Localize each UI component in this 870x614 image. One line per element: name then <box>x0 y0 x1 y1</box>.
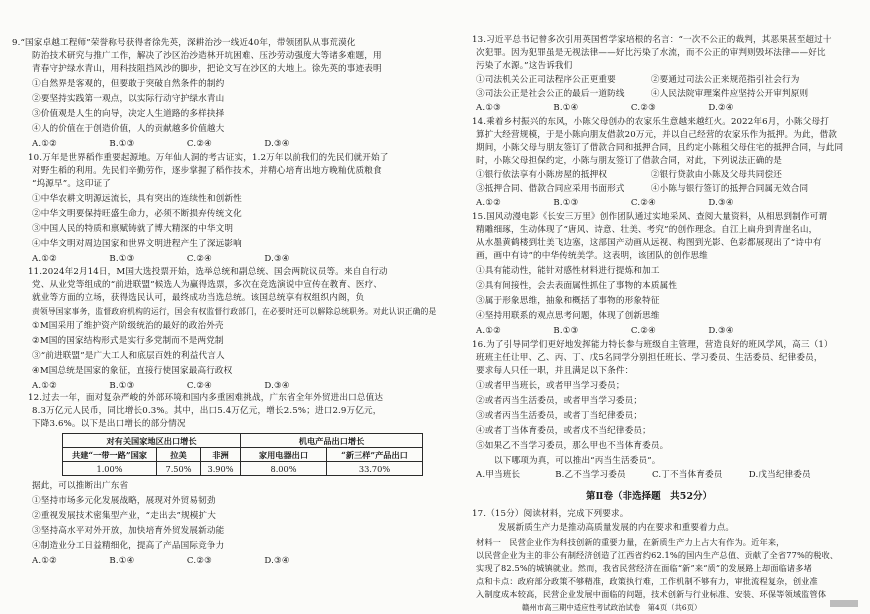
material-one-text: 材料一 民营企业作为科技创新的重要力量，在新质生产力上占大有作为。近年来， <box>476 537 785 547</box>
question-16-stem: 16.为了引导同学们更好地发挥能力特长参与班级自主管理，营造良好的班风学风，高三（1） <box>472 340 833 350</box>
question-15-stem: 画，画中有诗”的中华传统美学。这表明，该团队的创作思维 <box>476 251 708 261</box>
question-9-option: ②要坚持实践第一观点，以实际行动守护绿水青山 <box>32 94 225 104</box>
question-10-stem: “坞源早”。这印证了 <box>32 179 112 189</box>
question-13-option: ③司法公正是社会公正的最后一道防线 ④人民法院审理案件应坚持公开审判原则 <box>476 89 809 99</box>
question-16-prompt: 以下哪项为真，可以推出“丙当生活委员”。 <box>494 456 661 466</box>
right-column <box>440 0 870 614</box>
question-12-option: ③坚持高水平对外开放，加快培育外贸发展新动能 <box>32 526 225 536</box>
question-9-option: ④人的价值在于创造价值，人的贡献越多价值越大 <box>32 124 225 134</box>
material-one-text: 入制度成本较高，民营企业发展中面临的问题，技术创新与行业标准、安装、环保等领域监管体 <box>476 589 827 599</box>
question-9-stem: 青春守护绿水青山，用科技阻挡风沙的脚步，把论文写在沙区的大地上。徐先英的事迹表明 <box>32 64 382 74</box>
question-9-option: ③价值观是人生的向导，决定人生道路的多样抉择 <box>32 109 225 119</box>
question-16-stem: 班班主任让甲、乙、丙、丁、戊5名同学分别担任班长、学习委员、生活委员、纪律委员， <box>476 353 823 363</box>
question-13-stem: 13.习近平总书记曾多次引用英国哲学家培根的名言：“一次不公正的裁判，其恶果甚至超过十 <box>472 35 832 45</box>
question-14-stem: 算扩大经营规模，于是小陈向朋友借款20万元，并以自己经营的农家乐作为抵押。为此，借款 <box>476 130 837 140</box>
question-15-stem: 从水墨黄鹤楼到壮美飞边塞，这部国产动画从远视、构图到光影、色彩都展现出了“诗中有 <box>476 238 822 248</box>
question-12-option: ②重视发展技术密集型产业，“走出去”规模扩大 <box>32 511 216 521</box>
material-one-text: 实现了82.5%的城镇就业。然而，我省民营经济在面临“新”来“质”的发展路上却面临诸多堵 <box>476 563 812 573</box>
page-footer: 赣州市高三期中适应性考试政治试卷 第4页（共6页） <box>522 603 702 612</box>
export-growth-table <box>62 433 423 476</box>
question-14-option: ③抵押合同、借款合同应采用书面形式 ④小陈与银行签订的抵押合同属无效合同 <box>476 184 809 194</box>
question-14-choices: A.①② B.①③ C.②④ D.③④ <box>476 198 734 208</box>
table-cell: 1.00% <box>63 462 157 476</box>
table-column-header: “新三样”产品出口 <box>327 448 423 462</box>
question-11-stem: 党、从业党等组成的“前进联盟”候选人为赢得选票，多次在竞选演说中宣传在教育、医疗、 <box>32 280 383 290</box>
table-column-header: 家用电器出口 <box>241 448 327 462</box>
table-cell: 3.90% <box>201 462 241 476</box>
question-15-stem: 精雕细琢，生动体现了“唐风、诗意、壮美、考究”的创作理念。自江上扁舟到青崖名山， <box>476 225 818 235</box>
question-10-choices: A.①② B.①③ C.②④ D.③④ <box>32 254 290 264</box>
question-15-option: ②具有间接性，会去表面属性抓住了事物的本质属性 <box>476 281 678 291</box>
question-11-stem: 就业等方面的立场，获得选民认可，最终成功当选总统。该国总统享有权组织内阁，负 <box>32 293 365 303</box>
page-smudge <box>830 600 858 607</box>
question-10-option: ③中国人民的特质和禀赋铸就了博大精深的中华文明 <box>32 224 234 234</box>
question-11-option: ④M国总统是国家的象征，直接行使国家最高行政权 <box>32 366 233 376</box>
question-11-option: ①M国采用了维护资产阶级统治的最好的政治外壳 <box>32 321 224 331</box>
table-cell: 7.50% <box>157 462 201 476</box>
question-10-option: ④中华文明对周边国家和世界文明进程产生了深远影响 <box>32 239 242 249</box>
question-17-stem: 17.（15分）阅读材料，完成下列要求。 <box>472 509 629 519</box>
question-16-stem: 要求每人只任一职，并且满足以下条件： <box>476 366 634 376</box>
question-12-option: ④制造业分工日益精细化，提高了产品国际竞争力 <box>32 541 225 551</box>
question-12-stem: 下降3.6%。以下是出口增长的部分情况 <box>32 419 186 429</box>
question-12-choices: A.①② B.①④ C.②③ D.③④ <box>32 556 290 566</box>
question-13-choices: A.①③ B.①④ C.②③ D.②④ <box>476 103 734 113</box>
question-14-stem: 期间，小陈父母与朋友签订了借款合同和抵押合同，且约定小陈租父母住宅的抵押合同，与此同 <box>476 143 844 153</box>
question-11-option: ③“前进联盟”是广大工人和底层百姓的利益代言人 <box>32 351 225 361</box>
section-heading: 第Ⅱ卷（非选择题 共52分） <box>586 491 713 502</box>
question-17-intro: 发展新质生产力是推动高质量发展的内在要求和重要着力点。 <box>498 523 735 533</box>
material-one-text: 以民营企业为主的非公有制经济创造了江西省约62.1%的国内生产总值、贡献了全省77%的税收、 <box>476 550 839 560</box>
question-9-option: ①自然界是客观的，但要敢于突破自然条件的制约 <box>32 79 225 89</box>
question-12-option: ①坚持市场多元化发展战略，展现对外贸易韧劲 <box>32 496 216 506</box>
question-13-stem: 次犯罪。因为犯罪虽是无视法律——好比污染了水流，而不公正的审判则毁坏法律——好比 <box>476 48 826 58</box>
table-cell: 8.00% <box>241 462 327 476</box>
question-9-stem: 9.“国家卓越工程师”荣誉称号获得者徐先英，深耕治沙一线近40年，带领团队从事荒漠化 <box>12 38 356 48</box>
table-column-header: 非洲 <box>201 448 241 462</box>
question-16-choices: A.甲当班长 B.乙不当学习委员 C.丁不当体育委员 D.戊当纪律委员 <box>476 470 811 480</box>
question-12-stem: 8.3万亿元人民币，同比增长0.3%。其中，出口5.4万亿元，增长2.5%；进口2.9万亿元， <box>32 406 382 416</box>
question-11-stem: 11.2024年2月14日，M国大选投票开始，选举总统和副总统、国会两院议员等。来自自行动 <box>28 267 388 277</box>
question-15-stem: 15.国风动漫电影《长安三万里》创作团队通过实地采风、查阅大量资料，从相思到制作可谓 <box>472 212 828 222</box>
question-10-stem: 10.万年是世界稻作重要起源地。万年仙人洞的考古证实，1.2万年以前我们的先民们就开始了 <box>28 153 389 163</box>
question-9-choices: A.①② B.①③ C.②④ D.③④ <box>32 139 290 149</box>
question-16-condition: ③或者丙当生活委员，或者丁当纪律委员； <box>476 411 643 421</box>
question-9-stem: 防治技术研究与推广工作，解决了沙区治沙造林开坑困难、压沙劳动强度大等诸多难题，用 <box>32 51 382 61</box>
question-16-condition: ①或者甲当班长，或者甲当学习委员； <box>476 381 625 391</box>
question-14-stem: 时，小陈父母担保约定，小陈与朋友签订了借款合同，对此，下列说法正确的是 <box>476 156 783 166</box>
table-group-header: 对有关国家地区出口增长 <box>63 434 241 448</box>
table-column-header: 拉美 <box>157 448 201 462</box>
question-10-stem: 对野生稻的利用。先民们辛勤劳作，逐步掌握了稻作技术，并精心培育出地方晚籼优质粮食 <box>32 166 382 176</box>
question-12-stem: 12.过去一年，面对复杂严峻的外部环境和国内多重困难挑战，广东省全年外贸进出口总值达 <box>28 393 384 403</box>
question-11-stem: 责领导国家事务，监督政府机构的运行，国会有权监督行政部门，在必要时还可以解除总统职务。对此认识正确的是 <box>32 306 437 316</box>
question-13-option: ①司法机关公正司法程序公正更重要 ②要通过司法公正来规范指引社会行为 <box>476 75 800 85</box>
question-15-option: ④坚持用联系的观点思考问题，体现了创新思维 <box>476 311 660 321</box>
question-12-stem: 据此，可以推断出广东省 <box>32 481 129 491</box>
material-one-text: 点和卡点：政府部分政策不够精准，政策执行难，工作机制不够有力，审批流程复杂，创业准 <box>476 576 818 586</box>
question-13-stem: 污染了水源。”这告诉我们 <box>476 61 573 71</box>
question-16-condition: ②或者丙当生活委员，或者甲当学习委员； <box>476 396 643 406</box>
question-11-option: ②M国的国家结构形式是实行多党制而不是两党制 <box>32 336 224 346</box>
question-14-stem: 14.乘着乡村振兴的东风，小陈父母创办的农家乐生意越来越红火。2022年6月，小陈父母打 <box>472 117 829 127</box>
table-cell: 33.70% <box>327 462 423 476</box>
question-16-condition: ⑤如果乙不当学习委员，那么甲也不当体育委员。 <box>476 441 669 451</box>
question-14-option: ①银行依法享有小陈房屋的抵押权 ②银行贷款由小陈及父母共同偿还 <box>476 170 783 180</box>
question-10-option: ②中华文明要保持旺盛生命力，必须不断损弃传统文化 <box>32 209 242 219</box>
question-15-option: ③属于形象思维，抽象和概括了事物的形象特征 <box>476 296 660 306</box>
question-10-option: ①中华农耕文明源远流长，具有突出的连续性和创新性 <box>32 194 242 204</box>
question-11-choices: A.①② B.①③ C.②④ D.③④ <box>32 381 290 391</box>
question-15-option: ①具有能动性，能针对感性材料进行提炼和加工 <box>476 266 660 276</box>
table-group-header: 机电产品出口增长 <box>241 434 423 448</box>
question-16-condition: ④或者丁当体育委员，或者戊不当纪律委员； <box>476 426 651 436</box>
question-15-choices: A.①② B.①③ C.②④ D.③④ <box>476 326 734 336</box>
table-column-header: 共建“一带一路”国家 <box>63 448 157 462</box>
